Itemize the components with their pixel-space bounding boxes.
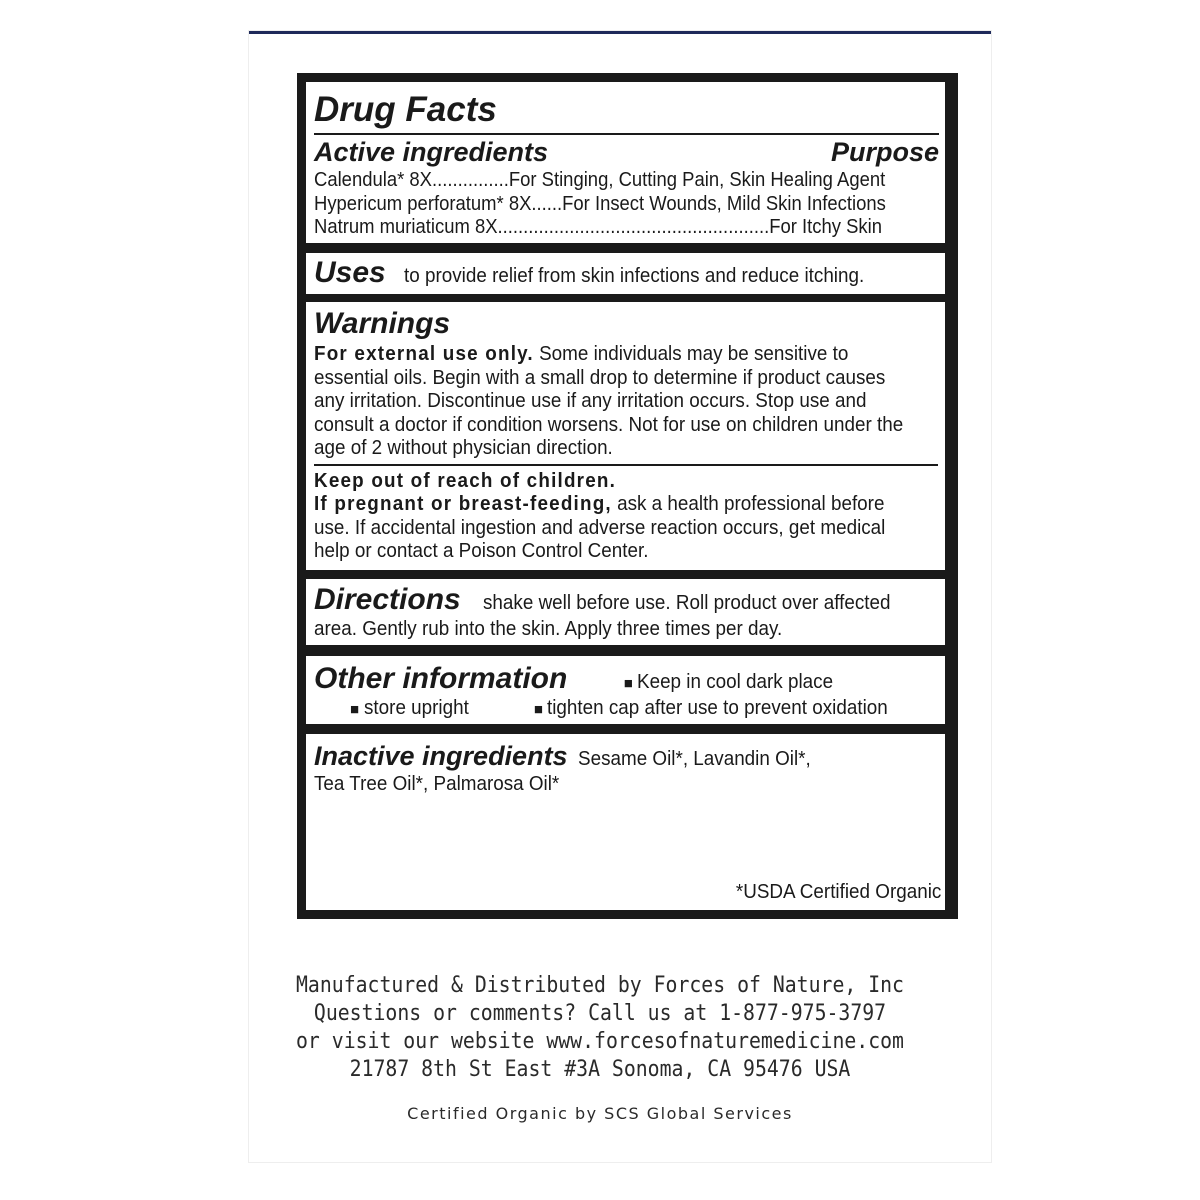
inactive-ingredients-section (306, 734, 945, 910)
organic-note: *USDA Certified Organic (735, 880, 941, 903)
other-item: tighten cap after use to prevent oxidation (547, 696, 889, 719)
warnings-rule (314, 464, 938, 466)
pregnant-line: help or contact a Poison Control Center. (314, 539, 649, 562)
purpose-heading: Purpose (830, 137, 939, 167)
bullet-icon: ■ (623, 675, 633, 692)
directions-section (306, 579, 945, 645)
manufacturer-info (0, 972, 1200, 1084)
other-information-section (306, 656, 945, 724)
bullet-icon: ■ (533, 701, 543, 718)
uses-text: to provide relief from skin infections and reduce itching. (404, 264, 865, 287)
active-row: Calendula* 8X...............For Stinging, Cutting Pain, Skin Healing Agent (314, 168, 886, 191)
warnings-line: essential oils. Begin with a small drop to determine if product causes (314, 365, 886, 389)
footer-line: Questions or comments? Call us at 1-877-975-3797 (313, 1001, 887, 1026)
drug-facts-panel (297, 73, 958, 919)
warnings-section (306, 302, 945, 570)
pregnant-line (314, 492, 889, 516)
keep-out-of-reach: Keep out of reach of children. (314, 468, 617, 492)
title-rule (314, 133, 939, 135)
directions-text-2: area. Gently rub into the skin. Apply three times per day. (314, 617, 783, 640)
pregnant-label: If pregnant or breast-feeding, (314, 492, 612, 515)
warnings-line (314, 342, 889, 366)
drug-facts-title: Drug Facts (314, 90, 497, 129)
uses-section (306, 253, 945, 294)
other-item: Keep in cool dark place (637, 670, 834, 693)
warnings-line: age of 2 without physician direction. (314, 436, 613, 459)
active-ingredients-heading: Active ingredients (314, 137, 549, 167)
other-information-heading: Other information (314, 662, 568, 695)
warnings-heading: Warnings (314, 307, 451, 340)
warnings-line: any irritation. Discontinue use if any irritation occurs. Stop use and (314, 389, 867, 412)
directions-heading: Directions (314, 583, 461, 616)
footer-line: or visit our website www.forcesofnaturemedicine.com (296, 1029, 904, 1054)
active-row: Hypericum perforatum* 8X......For Insect Wounds, Mild Skin Infections (314, 191, 886, 215)
active-header-row (314, 137, 939, 168)
inactive-text: Sesame Oil*, Lavandin Oil*, (578, 747, 811, 770)
inactive-ingredients-heading: Inactive ingredients (314, 741, 568, 771)
pregnant-line: use. If accidental ingestion and adverse reaction occurs, get medical (314, 515, 886, 539)
certified-organic-line: Certified Organic by SCS Global Services (407, 1104, 793, 1123)
active-ingredients-section (306, 82, 945, 243)
directions-text: shake well before use. Roll product over affected (483, 591, 891, 614)
external-use-text: Some individuals may be sensitive to (533, 342, 849, 365)
warnings-line: consult a doctor if condition worsens. Not for use on children under the (314, 412, 904, 436)
footer-line: Manufactured & Distributed by Forces of Nature, Inc (296, 973, 904, 998)
inactive-text-2: Tea Tree Oil*, Palmarosa Oil* (314, 772, 560, 795)
bullet-icon: ■ (350, 701, 360, 718)
other-item: store upright (363, 696, 469, 719)
active-row: Natrum muriaticum 8X.....................................................For Itchy Skin (314, 215, 882, 238)
uses-heading: Uses (314, 256, 386, 289)
footer-line: 21787 8th St East #3A Sonoma, CA 95476 USA (349, 1057, 851, 1082)
pregnant-text: ask a health professional before (611, 492, 885, 515)
external-use-label: For external use only. (314, 342, 534, 365)
